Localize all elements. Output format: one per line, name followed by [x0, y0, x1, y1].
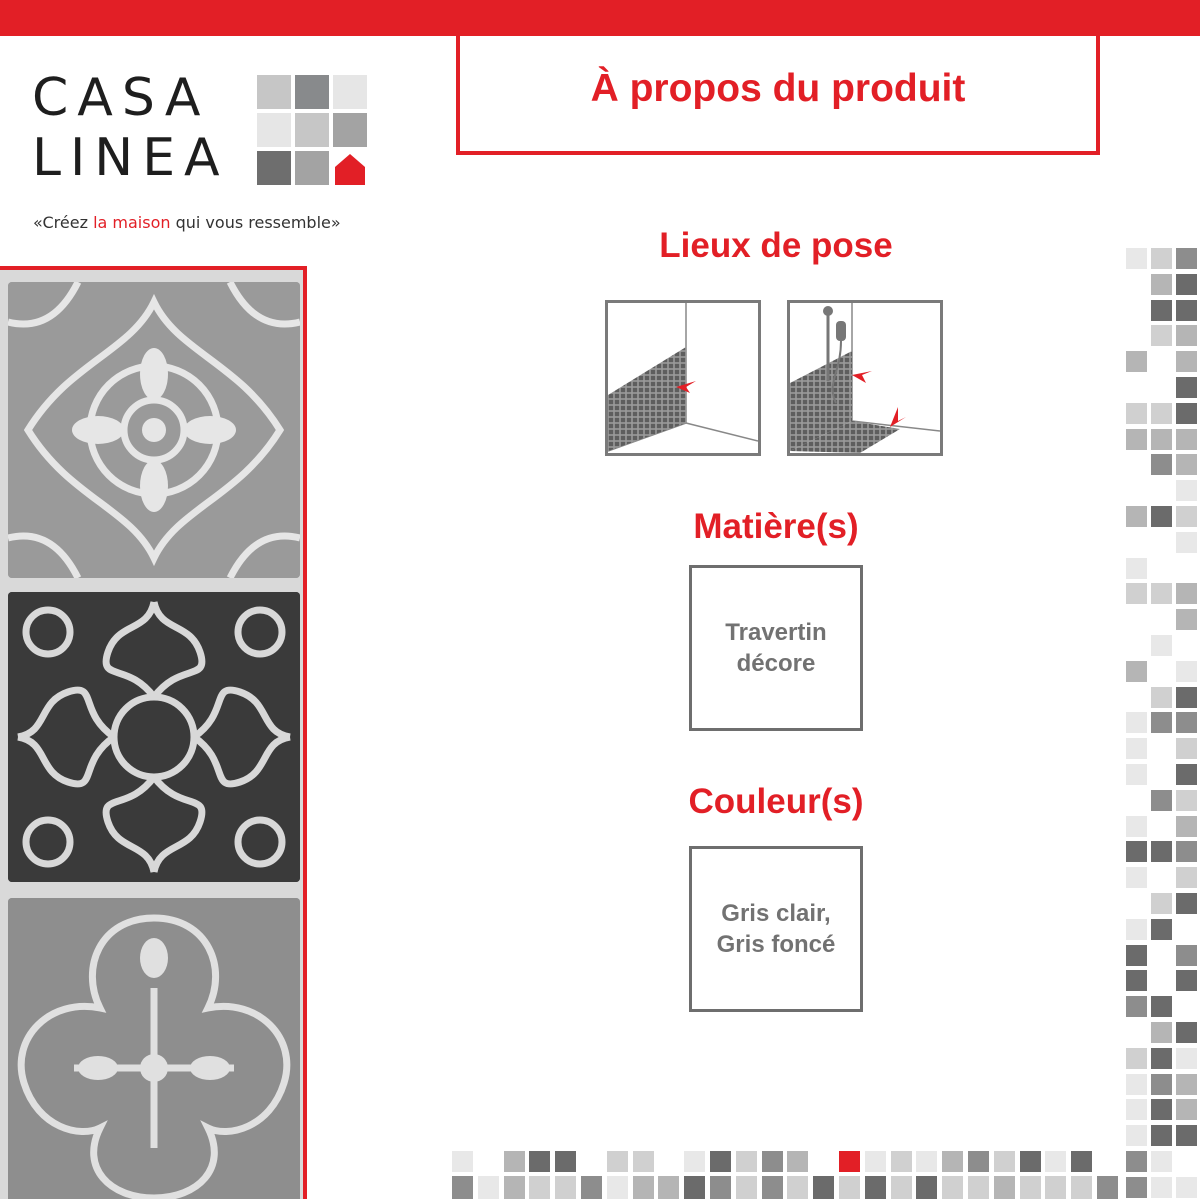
mosaic-tile	[1151, 506, 1172, 527]
mosaic-tile	[1126, 351, 1147, 372]
mosaic-tile	[787, 1176, 808, 1199]
mosaic-tile	[1151, 274, 1172, 295]
mosaic-tile	[1151, 1048, 1172, 1069]
tile-dark-damask	[8, 592, 300, 882]
logo-tile	[295, 151, 329, 185]
mosaic-tile	[1151, 454, 1172, 475]
mosaic-tile	[1045, 1176, 1066, 1199]
mosaic-tile	[1176, 583, 1197, 604]
mosaic-tile	[736, 1176, 757, 1199]
mosaic-tile	[1151, 919, 1172, 940]
logo-tile	[257, 113, 291, 147]
mosaic-tile	[1176, 274, 1197, 295]
mosaic-tile	[1126, 506, 1147, 527]
mosaic-tile	[1176, 1099, 1197, 1120]
logo-tile	[333, 113, 367, 147]
tile-light-medallion	[8, 282, 300, 578]
mosaic-tile	[1151, 1177, 1172, 1198]
mosaic-tile	[1176, 764, 1197, 785]
mosaic-tile	[1151, 403, 1172, 424]
mosaic-tile	[1176, 661, 1197, 682]
mosaic-tile	[1126, 583, 1147, 604]
mosaic-tile	[1151, 635, 1172, 656]
shower-wall-floor-icon	[787, 300, 943, 456]
mosaic-tile	[1126, 712, 1147, 733]
mosaic-tile	[994, 1176, 1015, 1199]
material-value-box	[689, 565, 863, 731]
mosaic-tile	[1151, 300, 1172, 321]
mosaic-tile	[968, 1151, 989, 1172]
mosaic-tile	[813, 1176, 834, 1199]
page-title: À propos du produit	[590, 67, 966, 110]
mosaic-tile	[1176, 480, 1197, 501]
logo-tile	[257, 151, 291, 185]
mosaic-tile	[1151, 1074, 1172, 1095]
mosaic-tile	[1151, 712, 1172, 733]
mosaic-tile	[942, 1151, 963, 1172]
mosaic-tile	[839, 1151, 860, 1172]
mosaic-tile	[1176, 790, 1197, 811]
mosaic-tile	[1176, 970, 1197, 991]
mosaic-tile	[1151, 687, 1172, 708]
mosaic-tile	[504, 1176, 525, 1199]
mosaic-tile	[1176, 738, 1197, 759]
mosaic-tile	[1176, 300, 1197, 321]
mosaic-tile	[633, 1176, 654, 1199]
mosaic-tile	[1176, 532, 1197, 553]
color-line2: Gris foncé	[716, 931, 836, 958]
mosaic-tile	[1176, 377, 1197, 398]
color-title: Couleur(s)	[688, 782, 864, 821]
mosaic-tile	[1151, 429, 1172, 450]
mosaic-tile	[478, 1176, 499, 1199]
mosaic-tile	[1151, 1125, 1172, 1146]
mosaic-tile	[1151, 583, 1172, 604]
mosaic-tile	[1151, 996, 1172, 1017]
mosaic-tile	[1151, 248, 1172, 269]
mosaic-tile	[1176, 1048, 1197, 1069]
tagline-highlight: la maison	[93, 213, 171, 232]
mosaic-tile	[865, 1176, 886, 1199]
mosaic-tile	[1176, 454, 1197, 475]
mosaic-tile	[1126, 738, 1147, 759]
mosaic-tile	[1045, 1151, 1066, 1172]
mosaic-tile	[555, 1151, 576, 1172]
mosaic-tile	[1151, 1099, 1172, 1120]
brand-name-line2: LINEA	[32, 128, 229, 188]
tile-light-quatrefoil	[8, 898, 300, 1199]
mosaic-tile	[633, 1151, 654, 1172]
mosaic-tile	[1126, 1099, 1147, 1120]
mosaic-tile	[1176, 248, 1197, 269]
color-value-box	[689, 846, 863, 1012]
brand-tagline	[33, 213, 341, 232]
mosaic-tile	[1176, 687, 1197, 708]
mosaic-tile	[1176, 945, 1197, 966]
mosaic-tile	[452, 1151, 473, 1172]
mosaic-tile	[1126, 764, 1147, 785]
material-title: Matière(s)	[693, 507, 859, 546]
mosaic-tile	[607, 1176, 628, 1199]
tagline-part: «Créez	[33, 213, 94, 232]
mosaic-tile	[555, 1176, 576, 1199]
mosaic-tile	[942, 1176, 963, 1199]
mosaic-tile	[736, 1151, 757, 1172]
mosaic-tile	[1126, 558, 1147, 579]
top-accent-bar	[0, 0, 1200, 36]
mosaic-tile	[1126, 867, 1147, 888]
logo-tile	[295, 75, 329, 109]
brand-name-line1: CASA	[32, 68, 210, 128]
mosaic-tile	[1176, 609, 1197, 630]
mosaic-tile	[1126, 1177, 1147, 1198]
mosaic-tile	[1097, 1176, 1118, 1199]
wall-mosaic-icon	[605, 300, 761, 456]
mosaic-tile	[529, 1176, 550, 1199]
material-line1: Travertin	[725, 619, 827, 646]
header-title-box	[456, 36, 1100, 155]
mosaic-tile	[710, 1176, 731, 1199]
mosaic-tile	[1176, 816, 1197, 837]
mosaic-tile	[994, 1151, 1015, 1172]
mosaic-tile	[891, 1151, 912, 1172]
mosaic-tile	[1126, 970, 1147, 991]
mosaic-tile	[1020, 1151, 1041, 1172]
mosaic-tile	[1176, 351, 1197, 372]
mosaic-tile	[1126, 1151, 1147, 1172]
mosaic-tile	[1126, 945, 1147, 966]
mosaic-tile	[1126, 841, 1147, 862]
mosaic-tile	[762, 1176, 783, 1199]
mosaic-tile	[1176, 841, 1197, 862]
color-line1: Gris clair,	[721, 900, 831, 927]
mosaic-tile	[1151, 1022, 1172, 1043]
placement-title: Lieux de pose	[659, 226, 893, 265]
mosaic-tile	[1151, 893, 1172, 914]
mosaic-tile	[1176, 1125, 1197, 1146]
logo-tile	[295, 113, 329, 147]
mosaic-tile	[1071, 1151, 1092, 1172]
mosaic-tile	[1126, 1074, 1147, 1095]
mosaic-tile	[1176, 325, 1197, 346]
mosaic-tile	[1151, 325, 1172, 346]
mosaic-tile	[1151, 1151, 1172, 1172]
mosaic-tile	[787, 1151, 808, 1172]
material-line2: décore	[736, 650, 816, 677]
product-photo-frame	[0, 266, 307, 1199]
mosaic-tile	[1126, 996, 1147, 1017]
mosaic-tile	[1126, 403, 1147, 424]
mosaic-tile	[865, 1151, 886, 1172]
mosaic-tile	[1151, 841, 1172, 862]
house-icon	[333, 151, 367, 185]
mosaic-tile	[1126, 816, 1147, 837]
mosaic-tile	[710, 1151, 731, 1172]
mosaic-tile	[1176, 867, 1197, 888]
mosaic-tile	[839, 1176, 860, 1199]
mosaic-tile	[607, 1151, 628, 1172]
mosaic-tile	[1126, 248, 1147, 269]
mosaic-tile	[1151, 790, 1172, 811]
mosaic-tile	[1176, 403, 1197, 424]
mosaic-tile	[762, 1151, 783, 1172]
mosaic-tile	[658, 1176, 679, 1199]
mosaic-tile	[891, 1176, 912, 1199]
mosaic-tile	[916, 1176, 937, 1199]
mosaic-tile	[1176, 1022, 1197, 1043]
mosaic-tile	[1020, 1176, 1041, 1199]
mosaic-tile	[916, 1151, 937, 1172]
mosaic-tile	[1176, 893, 1197, 914]
mosaic-tile	[684, 1151, 705, 1172]
mosaic-tile	[1071, 1176, 1092, 1199]
mosaic-tile	[1126, 1125, 1147, 1146]
mosaic-tile	[529, 1151, 550, 1172]
mosaic-tile	[1176, 1074, 1197, 1095]
mosaic-tile	[452, 1176, 473, 1199]
mosaic-tile	[684, 1176, 705, 1199]
mosaic-tile	[1176, 429, 1197, 450]
mosaic-tile	[1176, 1177, 1197, 1198]
mosaic-tile	[1126, 1048, 1147, 1069]
mosaic-tile	[968, 1176, 989, 1199]
tagline-part: qui vous ressemble»	[170, 213, 341, 232]
mosaic-tile	[581, 1176, 602, 1199]
mosaic-tile	[1126, 919, 1147, 940]
logo-tile	[257, 75, 291, 109]
brand-logo	[32, 68, 229, 188]
mosaic-tile	[1126, 429, 1147, 450]
mosaic-tile	[504, 1151, 525, 1172]
logo-tile	[333, 75, 367, 109]
mosaic-tile	[1176, 712, 1197, 733]
mosaic-tile	[1126, 661, 1147, 682]
mosaic-tile	[1176, 506, 1197, 527]
